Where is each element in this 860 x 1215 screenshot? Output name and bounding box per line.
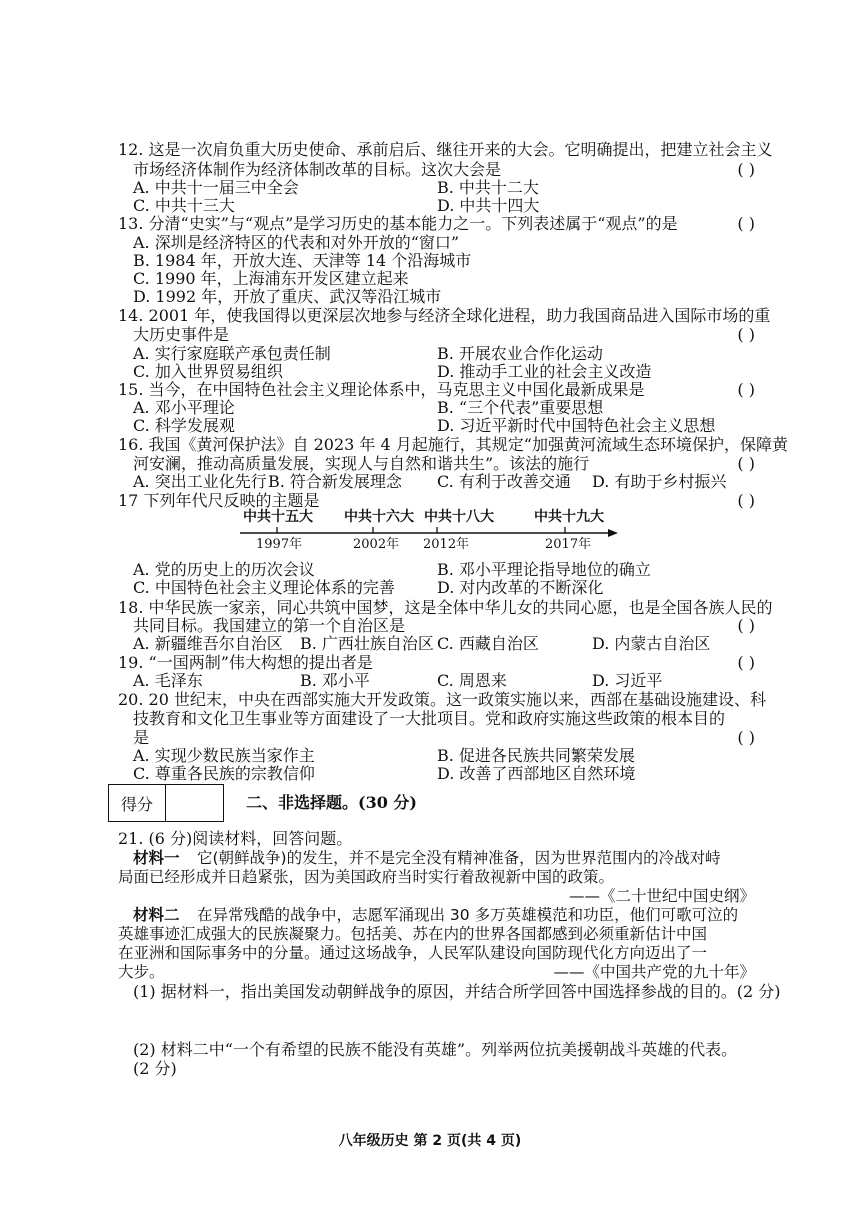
timeline-event-1: 中共十五大 bbox=[243, 509, 313, 525]
q16-stem-line1: 16. 我国《黄河保护法》自 2023 年 4 月起施行，其规定“加强黄河流域生态环境保护，保障黄 bbox=[118, 435, 788, 454]
q16-option-d: D. 有助于乡村振兴 bbox=[592, 472, 727, 491]
q15-option-a: A. 邓小平理论 bbox=[133, 398, 235, 417]
q20-option-a: A. 实现少数民族当家作主 bbox=[133, 746, 315, 765]
q13-option-a: A. 深圳是经济特区的代表和对外开放的“窗口” bbox=[133, 233, 460, 252]
q17-option-c: C. 中国特色社会主义理论体系的完善 bbox=[133, 578, 395, 597]
q16-answer-paren: ( ) bbox=[737, 454, 755, 473]
section2-title: 二、非选择题。(30 分) bbox=[246, 793, 417, 812]
q12-option-c: C. 中共十三大 bbox=[133, 196, 235, 215]
q21-material2-line2: 英雄事迹汇成强大的民族凝聚力。包括美、苏在内的世界各国都感到必须重新估计中国 bbox=[118, 925, 708, 943]
score-blank-cell[interactable] bbox=[166, 785, 223, 821]
q12-stem-line1: 12. 这是一次肩负重大历史使命、承前启后、继往开来的大会。它明确提出，把建立社会主义 bbox=[118, 140, 773, 159]
q17-option-a: A. 党的历史上的历次会议 bbox=[133, 560, 315, 579]
q19-stem-line1: 19. “一国两制”伟大构想的提出者是 bbox=[118, 653, 373, 672]
timeline-event-2: 中共十六大 bbox=[344, 509, 414, 525]
q13-stem-line1: 13. 分清“史实”与“观点”是学习历史的基本能力之一。下列表述属于“观点”的是 bbox=[118, 214, 678, 233]
score-label: 得分 bbox=[109, 785, 166, 821]
q21-subquestion1: (1) 据材料一，指出美国发动朝鲜战争的原因，并结合所学回答中国选择参战的目的。(2 分) bbox=[133, 982, 781, 1001]
q21-material1-source: ——《二十世纪中国史纲》 bbox=[568, 887, 755, 905]
timeline-year-3: 2012年 bbox=[423, 537, 470, 552]
q16-option-a: A. 突出工业化先行 bbox=[133, 472, 267, 491]
q19-option-a: A. 毛泽东 bbox=[133, 671, 203, 690]
q16-stem-line2: 河安澜，推动高质量发展，实现人与自然和谐共生”。该法的施行 bbox=[133, 454, 590, 473]
q14-stem-line2: 大历史事件是 bbox=[133, 325, 230, 344]
q21-material2-line3: 在亚洲和国际事务中的分量。通过这场战争，人民军队建设向国防现代化方向迈出了一 bbox=[118, 944, 708, 962]
q17-option-b: B. 邓小平理论指导地位的确立 bbox=[437, 560, 651, 579]
q21-material2-source: ——《中国共产党的九十年》 bbox=[553, 963, 755, 981]
timeline-year-2: 2002年 bbox=[353, 537, 400, 552]
q12-option-b: B. 中共十二大 bbox=[437, 178, 539, 197]
q21-subquestion2-line1: (2) 材料二中“一个有希望的民族不能没有英雄”。列举两位抗美援朝战斗英雄的代表。 bbox=[133, 1040, 738, 1059]
q18-option-d: D. 内蒙古自治区 bbox=[592, 634, 711, 653]
timeline-year-4: 2017年 bbox=[545, 537, 592, 552]
q12-option-a: A. 中共十一届三中全会 bbox=[133, 178, 299, 197]
timeline-year-1: 1997年 bbox=[256, 537, 303, 552]
q12-stem-line2: 市场经济体制作为经济体制改革的目标。这次大会是 bbox=[133, 160, 502, 179]
q14-option-c: C. 加入世界贸易组织 bbox=[133, 362, 283, 381]
q21-material2-line1: 在异常残酷的战争中，志愿军涌现出 30 多万英雄模范和功臣，他们可歌可泣的 bbox=[197, 906, 739, 924]
q15-option-d: D. 习近平新时代中国特色社会主义思想 bbox=[437, 416, 716, 435]
q20-option-d: D. 改善了西部地区自然环境 bbox=[437, 764, 636, 783]
score-box bbox=[108, 784, 224, 822]
q17-stem-line1: 17 下列年代尺反映的主题是 bbox=[118, 491, 320, 510]
q15-option-b: B. “三个代表”重要思想 bbox=[437, 398, 604, 417]
q16-option-c: C. 有利于改善交通 bbox=[437, 472, 571, 491]
q14-option-a: A. 实行家庭联产承包责任制 bbox=[133, 344, 331, 363]
q19-option-d: D. 习近平 bbox=[592, 671, 663, 690]
q20-stem-line1: 20. 20 世纪末，中央在西部实施大开发政策。这一政策实施以来，西部在基础设施建设、科 bbox=[118, 690, 766, 709]
q19-option-c: C. 周恩来 bbox=[437, 671, 507, 690]
q18-stem-line2: 共同目标。我国建立的第一个自治区是 bbox=[133, 616, 406, 635]
q18-option-a: A. 新疆维吾尔自治区 bbox=[133, 634, 283, 653]
q15-answer-paren: ( ) bbox=[737, 380, 755, 399]
q20-answer-paren: ( ) bbox=[737, 728, 755, 747]
q13-option-c: C. 1990 年，上海浦东开发区建立起来 bbox=[133, 269, 409, 288]
q16-option-b: B. 符合新发展理念 bbox=[268, 472, 402, 491]
q12-option-d: D. 中共十四大 bbox=[437, 196, 540, 215]
q14-option-b: B. 开展农业合作化运动 bbox=[437, 344, 603, 363]
q19-answer-paren: ( ) bbox=[737, 653, 755, 672]
q20-option-b: B. 促进各民族共同繁荣发展 bbox=[437, 746, 635, 765]
q15-stem-line1: 15. 当今，在中国特色社会主义理论体系中，马克思主义中国化最新成果是 bbox=[118, 380, 645, 399]
q21-material2-line4: 大步。 bbox=[118, 963, 165, 981]
q12-answer-paren: ( ) bbox=[737, 160, 755, 179]
q13-option-b: B. 1984 年，开放大连、天津等 14 个沿海城市 bbox=[133, 251, 472, 270]
q14-option-d: D. 推动手工业的社会主义改造 bbox=[437, 362, 652, 381]
q14-answer-paren: ( ) bbox=[737, 325, 755, 344]
q20-stem-line2: 技教育和文化卫生事业等方面建设了一大批项目。党和政府实施这些政策的根本目的 bbox=[133, 709, 726, 728]
q17-answer-paren: ( ) bbox=[737, 491, 755, 510]
q18-option-c: C. 西藏自治区 bbox=[437, 634, 539, 653]
q21-subquestion2-line2: (2 分) bbox=[133, 1059, 177, 1078]
q17-timeline bbox=[240, 510, 620, 556]
q19-option-b: B. 邓小平 bbox=[300, 671, 370, 690]
q21-material2-label: 材料二 bbox=[133, 906, 180, 924]
q17-option-d: D. 对内改革的不断深化 bbox=[437, 578, 604, 597]
q18-answer-paren: ( ) bbox=[737, 616, 755, 635]
page-footer: 八年级历史 第 2 页(共 4 页) bbox=[338, 1133, 522, 1149]
q13-answer-paren: ( ) bbox=[737, 214, 755, 233]
q20-option-c: C. 尊重各民族的宗教信仰 bbox=[133, 764, 315, 783]
q21-answer-area-2[interactable] bbox=[118, 1082, 758, 1122]
q21-stem: 21. (6 分)阅读材料，回答问题。 bbox=[118, 829, 353, 848]
q21-material1-line1: 它(朝鲜战争)的发生，并不是完全没有精神准备，因为世界范围内的冷战对峙 bbox=[197, 849, 721, 867]
q15-option-c: C. 科学发展观 bbox=[133, 416, 235, 435]
q18-stem-line1: 18. 中华民族一家亲，同心共筑中国梦，这是全体中华儿女的共同心愿，也是全国各族人民的 bbox=[118, 598, 773, 617]
q14-stem-line1: 14. 2001 年，使我国得以更深层次地参与经济全球化进程，助力我国商品进入国际市场的重 bbox=[118, 306, 771, 325]
q21-answer-area-1[interactable] bbox=[118, 1004, 758, 1038]
timeline-event-4: 中共十九大 bbox=[534, 509, 604, 525]
q20-stem-line3: 是 bbox=[133, 728, 150, 747]
q18-option-b: B. 广西壮族自治区 bbox=[300, 634, 434, 653]
q21-material1-label: 材料一 bbox=[133, 849, 180, 867]
timeline-event-3: 中共十八大 bbox=[424, 509, 494, 525]
q13-option-d: D. 1992 年，开放了重庆、武汉等沿江城市 bbox=[133, 287, 442, 306]
q21-material1-line2: 局面已经形成并日趋紧张，因为美国政府当时实行着敌视新中国的政策。 bbox=[118, 868, 615, 886]
